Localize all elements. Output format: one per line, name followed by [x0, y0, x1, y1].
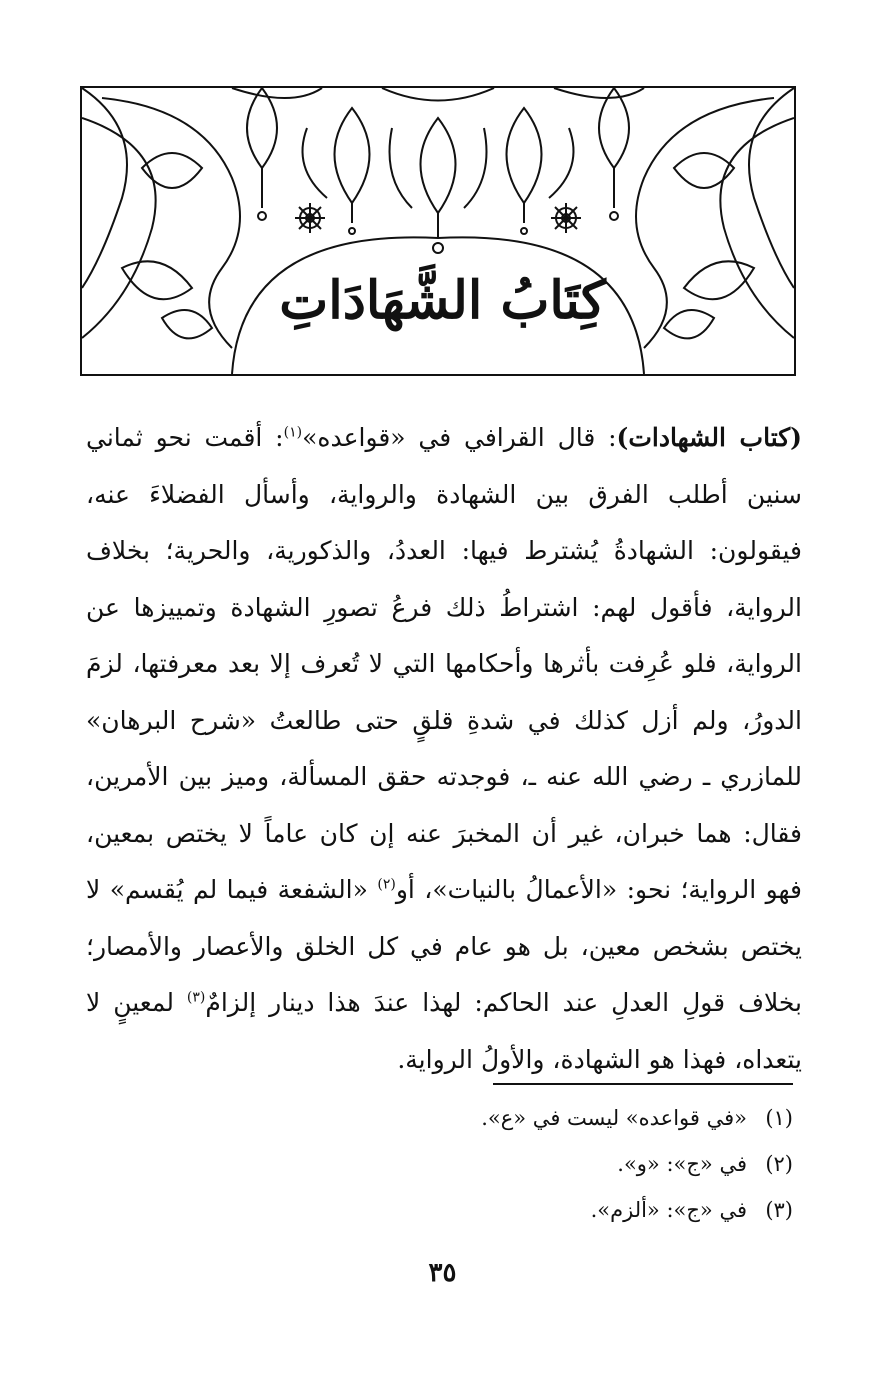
footnote-item — [300, 1187, 793, 1233]
footnote-ref[interactable]: (٢) — [377, 876, 396, 893]
main-paragraph — [86, 410, 802, 1088]
footnote-ref[interactable]: (٣) — [186, 989, 206, 1006]
footnote-ref[interactable]: (١) — [283, 424, 303, 441]
footnote-text: في «ج»: «ألزم». — [590, 1198, 747, 1222]
footnote-number: (٣) — [765, 1198, 793, 1222]
footnote-divider — [493, 1083, 793, 1085]
text-segment: لمعينٍ لا يتعداه، فهذا هو الشهادة، والأولُ الرواية. — [86, 988, 802, 1074]
text-segment: «الشفعة فيما لم يُقسم» لا يختص بشخص معين، بل هو عام في كل الخلق والأعصار والأمصار؛ بخلاف قولِ العدلِ عند الحاكم: لهذا عندَ هذا دينار إلزامٌ — [86, 875, 802, 1017]
footnote-item — [300, 1141, 793, 1187]
text-segment: : قال القرافي في «قواعده» — [302, 423, 617, 452]
footnotes — [300, 1095, 793, 1233]
footnote-number: (٢) — [765, 1152, 793, 1176]
footnote-item — [300, 1095, 793, 1141]
section-lead: (كتاب الشهادات) — [616, 423, 802, 452]
footnote-text: في «ج»: «و». — [617, 1152, 747, 1176]
arabesque-ornament — [82, 88, 794, 374]
text-segment: : أقمت نحو ثماني سنين أطلب الفرق بين الشهادة والرواية، وأسأل الفضلاءَ عنه، فيقولون: الشهادةُ يُشترط فيها: العددُ، والذكورية، والحرية؛ بخلاف الرواية، فأقول لهم: اشتراطُ ذلك فرعُ تصورِ الشهادة وتمييزها عن الرواية، فلو عُرِفت بأثرها وأحكامها التي لا تُعرف إلا بعد معرفتها، لزمَ الدورُ، ولم أزل كذلك في شدةِ قلقٍ حتى طالعتُ «شرح البرهان» للمازري ـ رضي الله عنه ـ، فوجدته حقق المسألة، وميز بين الأمرين، فقال: هما خبران، غير أن المخبرَ عنه إن كان عاماً لا يختص بمعين، فهو الرواية؛ نحو: «الأعمالُ بالنيات»، أو — [86, 423, 802, 904]
footnote-number: (١) — [765, 1106, 793, 1130]
chapter-title: كِتَابُ الشَّهَادَاتِ — [279, 270, 606, 331]
page-number: ٣٥ — [428, 1258, 457, 1288]
footnote-text: «في قواعده» ليست في «ع». — [481, 1106, 747, 1130]
ornamental-header-frame — [80, 86, 796, 376]
